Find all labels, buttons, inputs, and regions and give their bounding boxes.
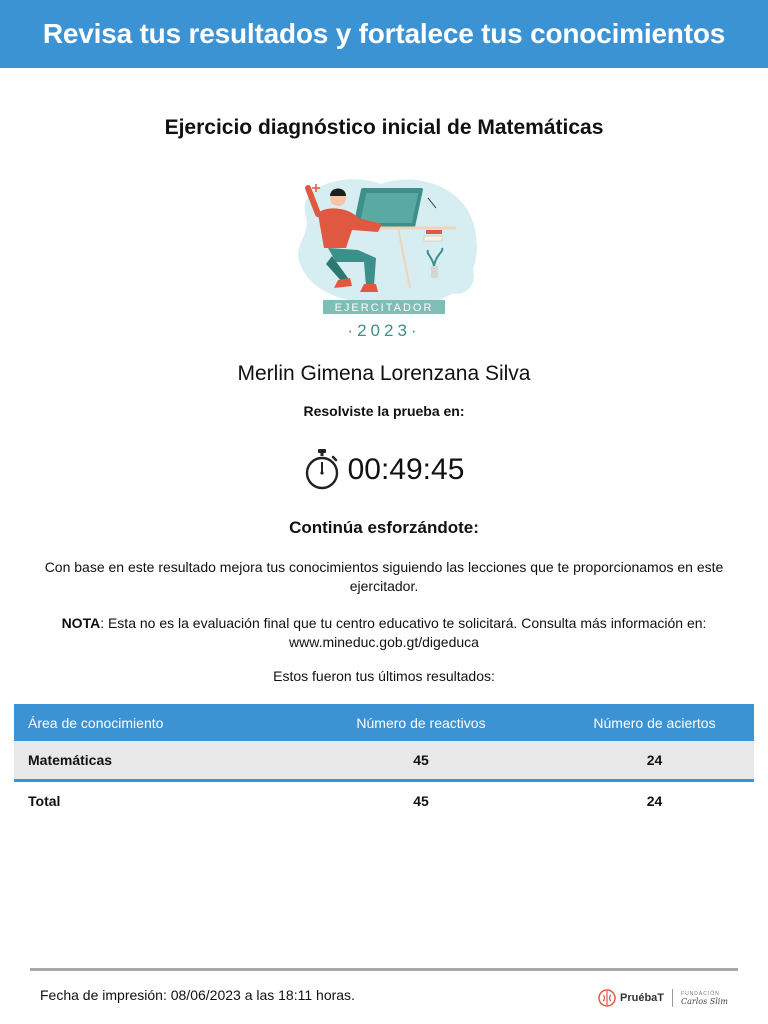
note-body: : Esta no es la evaluación final que tu centro educativo te solicitará. Consulta más información en: www.mineduc.gob.gt/digeduca <box>100 615 707 650</box>
results-table <box>14 704 754 820</box>
encouragement-heading: Continúa esforzándote: <box>289 518 479 537</box>
footer-divider <box>30 968 738 971</box>
table-row-total <box>14 781 754 821</box>
cell-items: 45 <box>287 741 555 781</box>
foundation-signature: Carlos Slim <box>681 997 728 1006</box>
note-label: NOTA <box>61 615 101 631</box>
illustration-banner: EJERCITADOR <box>334 302 434 314</box>
timer <box>0 448 768 492</box>
cell-correct: 24 <box>646 793 663 809</box>
illustration-year: ·2023· <box>347 321 421 340</box>
ejercitador-illustration <box>286 166 482 346</box>
stopwatch-icon <box>304 448 340 492</box>
advice-text: Con base en este resultado mejora tus conocimientos siguiendo las lecciones que te proporcionamos en este ejercitador. <box>44 559 724 594</box>
header-area: Área de conocimiento <box>14 704 287 741</box>
header-title: Revisa tus resultados y fortalece tus conocimientos <box>42 18 726 49</box>
brain-icon <box>598 989 616 1007</box>
foundation-logo <box>681 990 728 1006</box>
header-correct: Número de aciertos <box>555 704 754 741</box>
foundation-label: FUNDACIÓN <box>681 991 720 997</box>
results-intro: Estos fueron tus últimos resultados: <box>273 668 495 684</box>
note-text <box>30 614 738 652</box>
brand-name: PruébaT <box>620 992 665 1004</box>
table-header-row <box>14 704 754 741</box>
footer-logos <box>598 986 728 1010</box>
cell-correct: 24 <box>555 741 754 781</box>
student-name: Merlin Gimena Lorenzana Silva <box>237 362 531 385</box>
table-row <box>14 741 754 781</box>
cell-area: Matemáticas <box>14 741 287 781</box>
cell-area: Total <box>28 793 61 809</box>
print-date: Fecha de impresión: 08/06/2023 a las 18:11 horas. <box>40 987 355 1003</box>
page-header <box>0 0 768 68</box>
timer-value: 00:49:45 <box>347 453 465 486</box>
header-items: Número de reactivos <box>287 704 555 741</box>
logo-separator <box>672 989 673 1007</box>
cell-items: 45 <box>413 793 429 809</box>
time-label: Resolviste la prueba en: <box>303 403 465 419</box>
exam-title: Ejercicio diagnóstico inicial de Matemáticas <box>164 116 604 139</box>
